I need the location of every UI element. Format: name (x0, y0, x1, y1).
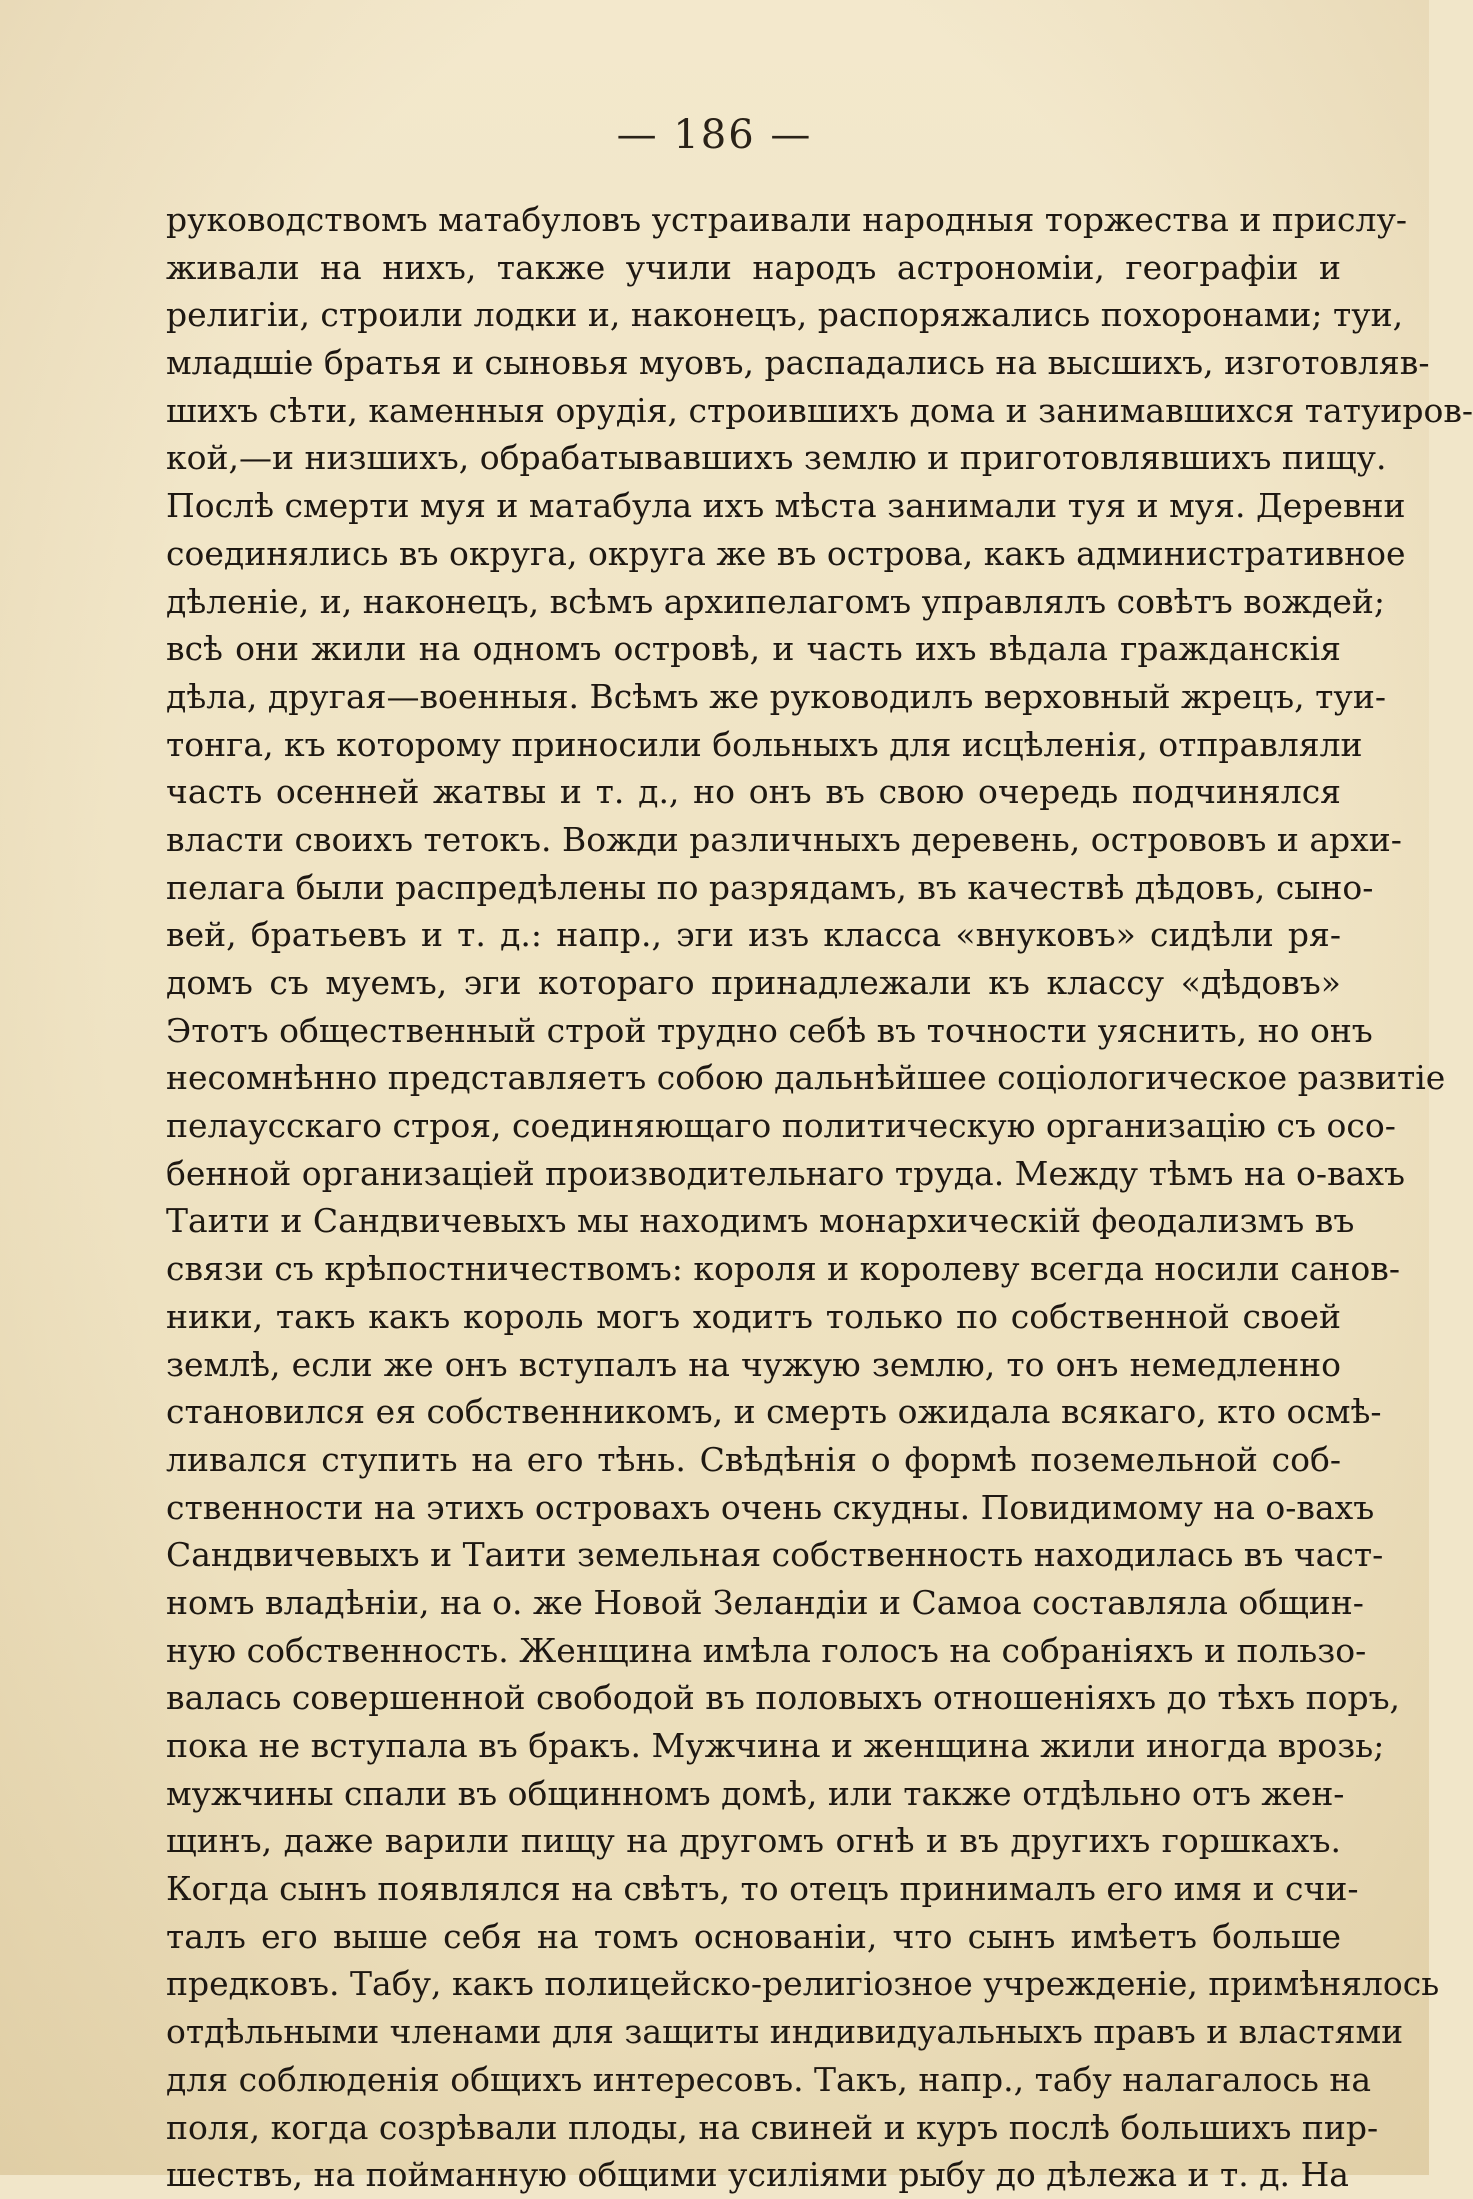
text-line: дѣленіе, и, наконецъ, всѣмъ архипелагомъ управлялъ совѣтъ вождей; (166, 581, 1385, 621)
text-line: предковъ. Табу, какъ полицейско-религіозное учрежденіе, примѣнялось (166, 1964, 1440, 2004)
text-line: бенной организаціей производительнаго труда. Между тѣмъ на о-вахъ (166, 1153, 1405, 1193)
text-line: Этотъ общественный строй трудно себѣ въ точности уяснить, но онъ (166, 1010, 1373, 1050)
text-line: талъ его выше себя на томъ основаніи, что сынъ имѣетъ больше (166, 1916, 1341, 1956)
text-line: для соблюденія общихъ интересовъ. Такъ, напр., табу налагалось на (166, 2059, 1371, 2099)
text-line: Таити и Сандвичевыхъ мы находимъ монархическій феодализмъ въ (166, 1201, 1355, 1241)
text-line: поля, когда созрѣвали плоды, на свиней и куръ послѣ большихъ пир- (166, 2107, 1379, 2147)
text-line: Послѣ смерти муя и матабула ихъ мѣста занимали туя и муя. Деревни (166, 486, 1406, 526)
text-line: кой,—и низшихъ, обрабатывавшихъ землю и приготовлявшихъ пищу. (166, 438, 1387, 478)
text-line: всѣ они жили на одномъ островѣ, и часть ихъ вѣдала гражданскія (166, 629, 1341, 669)
text-line: валась совершенной свободой въ половыхъ отношеніяхъ до тѣхъ поръ, (166, 1678, 1401, 1718)
text-line: младшіе братья и сыновья муовъ, распадались на высшихъ, изготовляв- (166, 343, 1430, 383)
text-line: дѣла, другая—военныя. Всѣмъ же руководилъ верховный жрецъ, туи- (166, 676, 1386, 716)
text-line: номъ владѣніи, на о. же Новой Зеландіи и Самоа составляла общин- (166, 1582, 1364, 1622)
text-line: ную собственность. Женщина имѣла голосъ на собраніяхъ и пользо- (166, 1630, 1367, 1670)
text-line: связи съ крѣпостничествомъ: короля и королеву всегда носили санов- (166, 1249, 1400, 1289)
text-line: мужчины спали въ общинномъ домѣ, или также отдѣльно отъ жен- (166, 1773, 1345, 1813)
text-line: религіи, строили лодки и, наконецъ, распоряжались похоронами; туи, (166, 295, 1404, 335)
text-line: власти своихъ тетокъ. Вожди различныхъ деревень, острововъ и архи- (166, 819, 1402, 859)
text-line: пелага были распредѣлены по разрядамъ, въ качествѣ дѣдовъ, сыно- (166, 867, 1374, 907)
text-line: ники, такъ какъ король могъ ходитъ только по собственной своей (166, 1296, 1341, 1336)
text-line: отдѣльными членами для защиты индивидуальныхъ правъ и властями (166, 2012, 1404, 2052)
text-line: ливался ступить на его тѣнь. Свѣдѣнія о формѣ поземельной соб- (166, 1439, 1341, 1479)
text-line: домъ съ муемъ, эги котораго принадлежали къ классу «дѣдовъ» (166, 963, 1341, 1002)
text-line: пока не вступала въ бракъ. Мужчина и женщина жили иногда врозь; (166, 1726, 1385, 1765)
text-line: становился ея собственникомъ, и смерть ожидала всякаго, кто осмѣ- (166, 1392, 1382, 1432)
text-line: несомнѣнно представляетъ собою дальнѣйшее соціологическое развитіе (166, 1058, 1446, 1098)
text-line: пелаусскаго строя, соединяющаго политическую организацію съ осо- (166, 1106, 1396, 1146)
text-line: вей, братьевъ и т. д.: напр., эги изъ класса «внуковъ» сидѣли ря- (166, 915, 1341, 955)
page-number: — 186 — (616, 112, 813, 158)
text-line: руководствомъ матабуловъ устраивали народныя торжества и прислу- (166, 200, 1408, 239)
text-line: ственности на этихъ островахъ очень скудны. Повидимому на о-вахъ (166, 1487, 1375, 1527)
body-text (166, 196, 1473, 2199)
text-line: часть осенней жатвы и т. д., но онъ въ свою очередь подчинялся (166, 772, 1341, 812)
text-line: Сандвичевыхъ и Таити земельная собственность находилась въ част- (166, 1535, 1384, 1575)
text-line: соединялись въ округа, округа же въ острова, какъ административное (166, 533, 1406, 573)
text-line: землѣ, если же онъ вступалъ на чужую землю, то онъ немедленно (166, 1344, 1341, 1384)
text-line: шествъ, на пойманную общими усиліями рыбу до дѣлежа и т. д. На (166, 2155, 1349, 2195)
text-line: щинъ, даже варили пищу на другомъ огнѣ и въ другихъ горшкахъ. (166, 1821, 1341, 1861)
text-line: Когда сынъ появлялся на свѣтъ, то отецъ принималъ его имя и счи- (166, 1869, 1359, 1909)
text-line: тонга, къ которому приносили больныхъ для исцѣленія, отправляли (166, 724, 1363, 764)
text-line: живали на нихъ, также учили народъ астрономіи, географіи и (166, 247, 1341, 287)
text-line: шихъ сѣти, каменныя орудія, строившихъ дома и занимавшихся татуиров- (166, 390, 1473, 430)
